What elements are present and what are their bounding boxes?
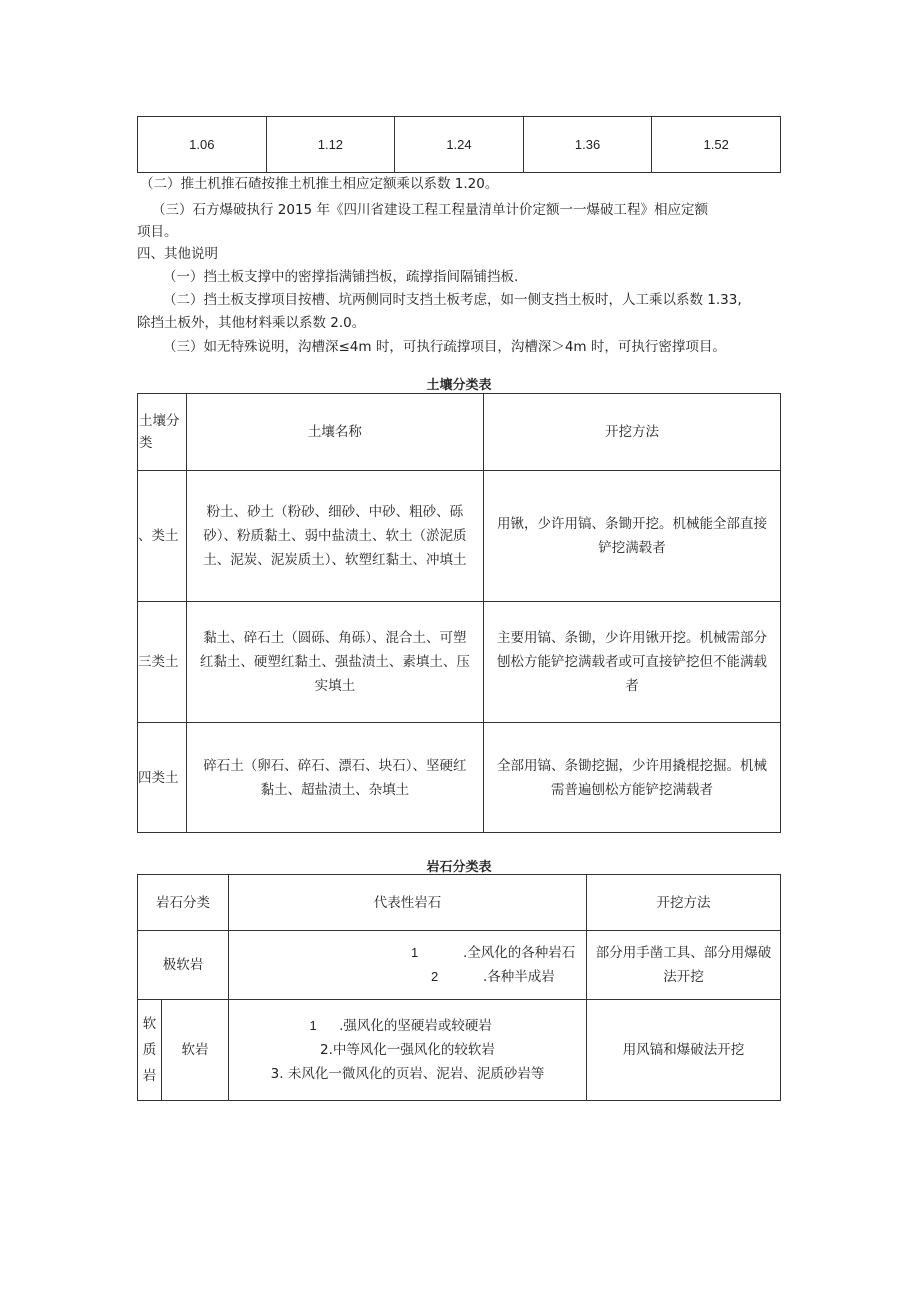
soil-header-method: 开挖方法	[483, 394, 780, 471]
rock-rep-number: 2	[431, 969, 439, 984]
rock-rep-text: .各种半成岩	[483, 969, 555, 985]
paragraph-blasting-line2: 项目。	[137, 224, 178, 240]
soil-name-cell	[186, 723, 483, 833]
rock-table-title: 岩石分类表	[426, 860, 492, 875]
rock-rep-line	[229, 1062, 586, 1086]
coefficient-cell: 1.24	[395, 117, 524, 173]
rock-rep-line	[193, 1014, 586, 1038]
soil-name-line: 粉土、砂土（粉砂、细砂、中砂、粗砂、砾	[206, 504, 464, 520]
coefficient-cell: 1.52	[652, 117, 781, 173]
soil-name-line: 实填土	[314, 678, 356, 694]
rock-rep-text: .全风化的各种岩石	[463, 945, 576, 961]
rock-method-line: 用风镐和爆破法开挖	[622, 1042, 745, 1058]
soil-method-line: 需普遍刨松方能铲挖满载者	[550, 781, 713, 798]
rock-class-cell: 极软岩	[138, 931, 229, 1000]
soil-name-line: 红黏土、硬塑红黏土、强盐渍土、素填土、压	[199, 654, 470, 670]
rock-rep-line	[411, 965, 586, 989]
coefficient-table	[137, 116, 781, 173]
soil-method-line: 用锹，少许用镐、条锄开挖。机械能全部直接	[496, 516, 767, 532]
rock-rep-line	[411, 941, 586, 965]
paragraph-shoring-def: （一）挡土板支撑中的密撑指满铺挡板，疏撑指间隔铺挡板.	[163, 269, 519, 285]
soil-class-cell: 三类土	[138, 602, 187, 723]
rock-header-class: 岩石分类	[138, 875, 229, 931]
rock-rep-cell	[229, 1000, 587, 1101]
soil-method-line: 全部用镐、条锄挖掘，少许用撬棍挖掘。机械	[496, 757, 767, 774]
soil-method-line: 铲挖满毂者	[598, 540, 666, 556]
paragraph-blasting-line1: （三）石方爆破执行 2015 年《四川省建设工程工程量清单计价定额一一爆破工程》相应定额	[152, 202, 708, 218]
rock-method-cell	[587, 1000, 781, 1101]
soil-class-cell: 四类土	[138, 723, 187, 833]
rock-method-line: 法开挖	[663, 969, 704, 985]
soil-table-title: 土壤分类表	[426, 378, 492, 393]
rock-rep-cell	[229, 931, 587, 1000]
paragraph-trench-depth: （三）如无特殊说明，沟槽深≤4m 时，可执行疏撑项目，沟槽深＞4m 时，可执行密撑项目。	[163, 339, 726, 355]
soil-name-cell	[186, 602, 483, 723]
rock-rep-number: 1	[411, 945, 419, 960]
soil-method-cell	[483, 602, 780, 723]
soil-header-name: 土壤名称	[186, 394, 483, 471]
rock-rep-text: .强风化的坚硬岩或较硬岩	[339, 1018, 492, 1034]
soil-name-line: 黏土、碎石土（圆砾、角砾）、混合土、可塑	[203, 630, 467, 646]
paragraph-bulldozer: （二）推土机推石碴按推土机推土相应定额乘以系数 1.20。	[140, 176, 499, 192]
coefficient-cell: 1.06	[138, 117, 267, 173]
paragraph-shoring-line2: 除挡土板外，其他材料乘以系数 2.0。	[137, 315, 366, 331]
rock-group-cell: 软质岩	[138, 1000, 162, 1101]
soil-name-line: 黏土、超盐渍土、杂填土	[260, 781, 410, 798]
soil-name-line: 砂）、粉质黏土、弱中盐渍土、软土（淤泥质	[203, 528, 467, 544]
soil-method-line: 者	[625, 678, 639, 694]
rock-class-cell: 软岩	[162, 1000, 229, 1101]
rock-rep-text: 2.中等风化一强风化的较软岩	[320, 1042, 495, 1058]
rock-rep-text: 3. 未风化一微风化的页岩、泥岩、泥质砂岩等	[270, 1066, 545, 1082]
soil-classification-table	[137, 393, 781, 833]
rock-classification-table	[137, 874, 781, 1101]
paragraph-shoring-line1: （二）挡土板支撑项目按槽、坑两侧同时支挡土板考虑，如一侧支挡土板时，人工乘以系数 1.33,	[163, 292, 742, 308]
rock-header-method: 开挖方法	[587, 875, 781, 931]
soil-method-line: 刨松方能铲挖满载者或可直接铲挖但不能满载	[496, 654, 767, 670]
rock-header-rep: 代表性岩石	[229, 875, 587, 931]
soil-name-line: 土、泥炭、泥炭质土）、软塑红黏土、冲填土	[203, 552, 467, 568]
rock-rep-number: 1	[309, 1018, 317, 1033]
soil-class-cell: 、类土	[138, 471, 187, 602]
coefficient-cell: 1.12	[266, 117, 395, 173]
soil-name-line: 碎石土（卵石、碎石、漂石、块石）、坚硬红	[203, 757, 467, 774]
rock-rep-line	[229, 1038, 586, 1062]
soil-name-cell	[186, 471, 483, 602]
soil-method-line: 主要用镐、条锄，少许用锹开挖。机械需部分	[496, 630, 767, 646]
soil-method-cell	[483, 723, 780, 833]
section-heading-other: 四、其他说明	[137, 246, 218, 262]
rock-method-line: 部分用手凿工具、部分用爆破	[595, 945, 772, 961]
rock-method-cell	[587, 931, 781, 1000]
soil-method-cell	[483, 471, 780, 602]
coefficient-cell: 1.36	[523, 117, 652, 173]
soil-header-class: 土壤分类	[138, 394, 187, 471]
